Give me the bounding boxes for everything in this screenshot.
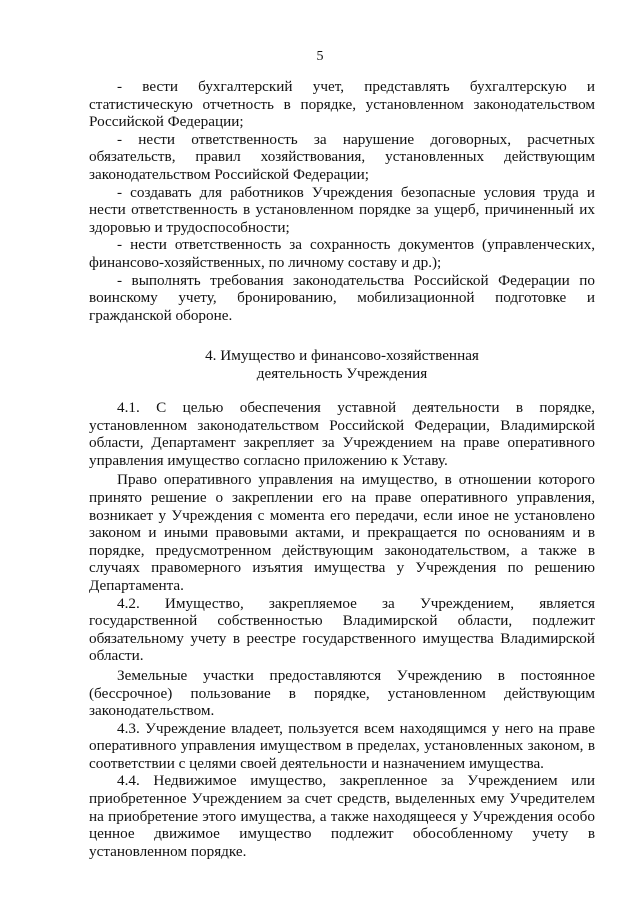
section-heading (89, 347, 595, 382)
list-item: - нести ответственность за сохранность документов (управленческих, финансово-хозяйственных, по личному составу и др.); (89, 236, 595, 271)
list-item: - выполнять требования законодательства Российской Федерации по воинскому учету, бронированию, мобилизационной подготовке и гражданской обороне. (89, 271, 595, 324)
list-item: - вести бухгалтерский учет, представлять бухгалтерскую и статистическую отчетность в порядке, установленном законодательством Российской Федерации; (89, 78, 595, 131)
page-number: 5 (316, 49, 324, 64)
paragraph: Право оперативного управления на имущество, в отношении которого принято решение о закреплении его на праве оперативного управления, возникает у Учреждения с момента его передачи, если иное не установлено законом и иными правовыми актами, и прекращается по основаниям и в порядке, предусмотренном действующим законодательством, а также в случаях правомерного изъятия имущества у Учреждения по решению Департамента. (89, 471, 595, 594)
obligations-list (89, 78, 595, 324)
list-item: - создавать для работников Учреждения безопасные условия труда и нести ответственность в установленном порядке за ущерб, причиненный их здоровью и трудоспособности; (89, 183, 595, 236)
paragraph: Земельные участки предоставляются Учреждению в постоянное (бессрочное) пользование в порядке, установленном действующим законодательством. (89, 666, 595, 720)
list-item: - нести ответственность за нарушение договорных, расчетных обязательств, правил хозяйствования, установленных действующим законодательством Российской Федерации; (89, 130, 595, 183)
paragraph: 4.3. Учреждение владеет, пользуется всем находящимся у него на праве оперативного управления имуществом в пределах, установленных законом, в соответствии с целями своей деятельности и назначением имущества. (89, 719, 595, 772)
section-heading-line: 4. Имущество и финансово-хозяйственная (205, 347, 479, 364)
paragraph: 4.4. Недвижимое имущество, закрепленное за Учреждением или приобретенное Учреждением за счет средств, выделенных ему Учредителем на приобретение этого имущества, а также находящееся у Учреждения особо ценное движимое имущество подлежит обособленному учету в установленном порядке. (89, 772, 595, 860)
section-heading-line: деятельность Учреждения (256, 364, 428, 382)
paragraph: 4.1. С целью обеспечения уставной деятельности в порядке, установленном законодательством Российской Федерации, Владимирской области, Департамент закрепляет за Учреждением на праве оперативного управления имущество согласно приложению к Уставу. (89, 399, 595, 469)
paragraph: 4.2. Имущество, закрепляемое за Учреждением, является государственной собственностью Владимирской области, подлежит обязательному учету в реестре государственного имущества Владимирской области. (89, 594, 595, 665)
section-body (89, 399, 595, 860)
